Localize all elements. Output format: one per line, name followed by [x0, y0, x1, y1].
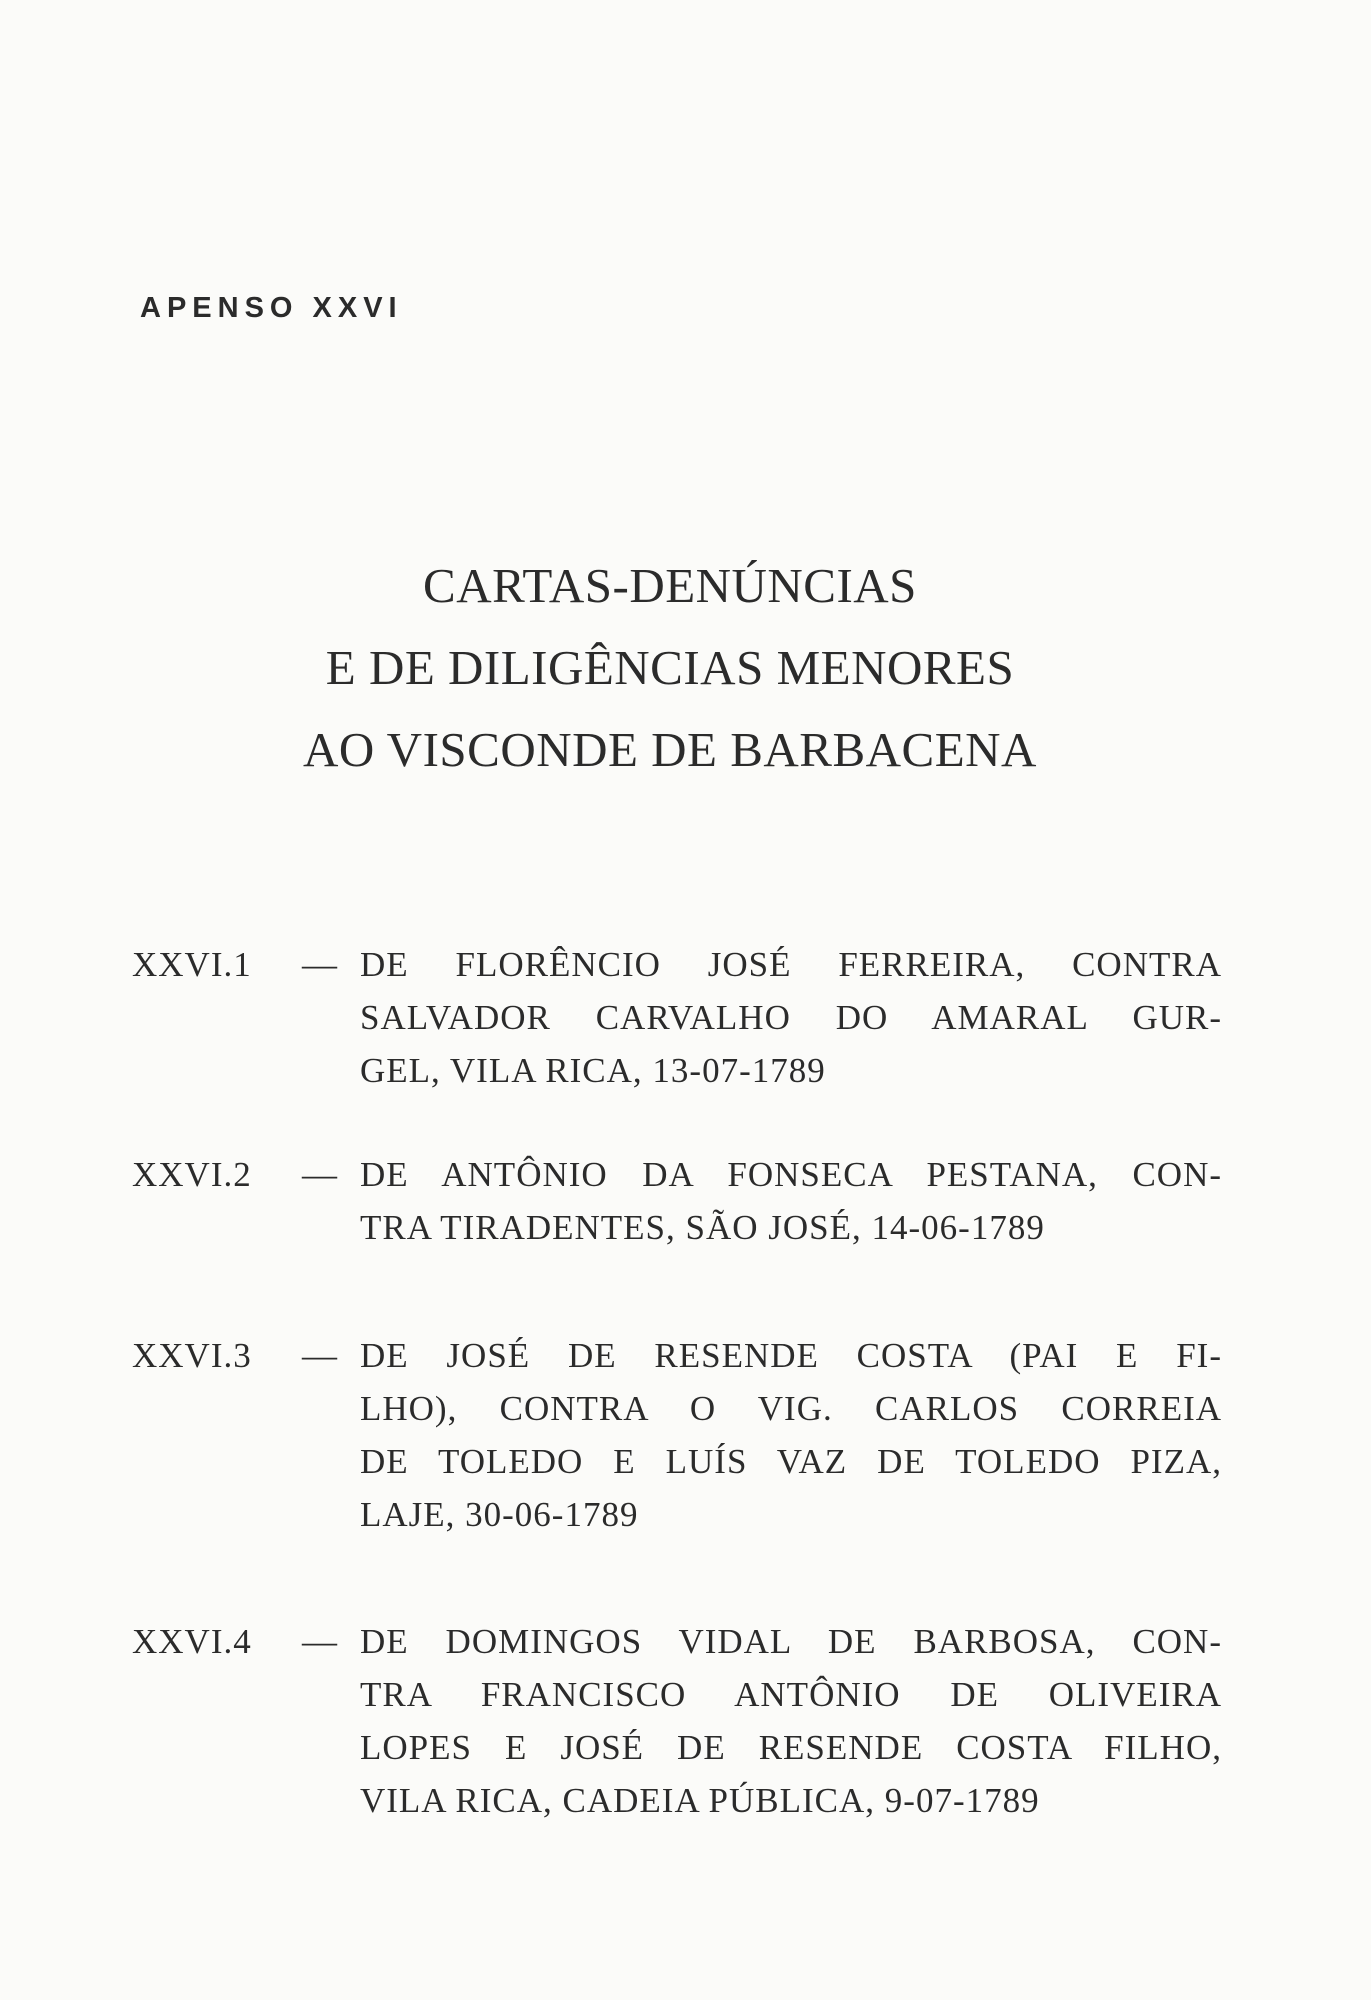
entry-line: VILA RICA, CADEIA PÚBLICA, 9-07-1789 [360, 1781, 1040, 1820]
entry-line: TRA FRANCISCO ANTÔNIO DE OLIVEIRA [360, 1675, 1222, 1714]
entry-number: XXVI.1 [132, 945, 252, 984]
page-title [0, 545, 1340, 791]
entry-line: LHO), CONTRA O VIG. CARLOS CORREIA [360, 1389, 1222, 1428]
entry-text [360, 1615, 1222, 1827]
entry-line: DE FLORÊNCIO JOSÉ FERREIRA, CONTRA [360, 945, 1222, 984]
entry-line: SALVADOR CARVALHO DO AMARAL GUR- [360, 998, 1222, 1037]
entry-line: LAJE, 30-06-1789 [360, 1495, 639, 1534]
entry-line: TRA TIRADENTES, SÃO JOSÉ, 14-06-1789 [360, 1208, 1045, 1247]
entry-text [360, 1329, 1222, 1541]
entry-line: LOPES E JOSÉ DE RESENDE COSTA FILHO, [360, 1728, 1222, 1767]
entry-line: DE ANTÔNIO DA FONSECA PESTANA, CON- [360, 1155, 1222, 1194]
entry-dash: — [302, 1622, 338, 1661]
entry-text [360, 938, 1222, 1097]
entry-text [360, 1148, 1222, 1254]
entry-number: XXVI.2 [132, 1155, 252, 1194]
entry-line: GEL, VILA RICA, 13-07-1789 [360, 1051, 826, 1090]
entry-line: DE TOLEDO E LUÍS VAZ DE TOLEDO PIZA, [360, 1442, 1222, 1481]
entry-dash: — [302, 1336, 338, 1375]
entry-dash: — [302, 1155, 338, 1194]
entry-number: XXVI.3 [132, 1336, 252, 1375]
appendix-label: APENSO XXVI [140, 292, 403, 324]
title-line: AO VISCONDE DE BARBACENA [303, 722, 1037, 777]
entry-dash: — [302, 945, 338, 984]
title-line: E DE DILIGÊNCIAS MENORES [325, 640, 1015, 695]
title-line: CARTAS-DENÚNCIAS [423, 558, 917, 613]
entry-line: DE DOMINGOS VIDAL DE BARBOSA, CON- [360, 1622, 1222, 1661]
entry-line: DE JOSÉ DE RESENDE COSTA (PAI E FI- [360, 1336, 1222, 1375]
entry-number: XXVI.4 [132, 1622, 252, 1661]
